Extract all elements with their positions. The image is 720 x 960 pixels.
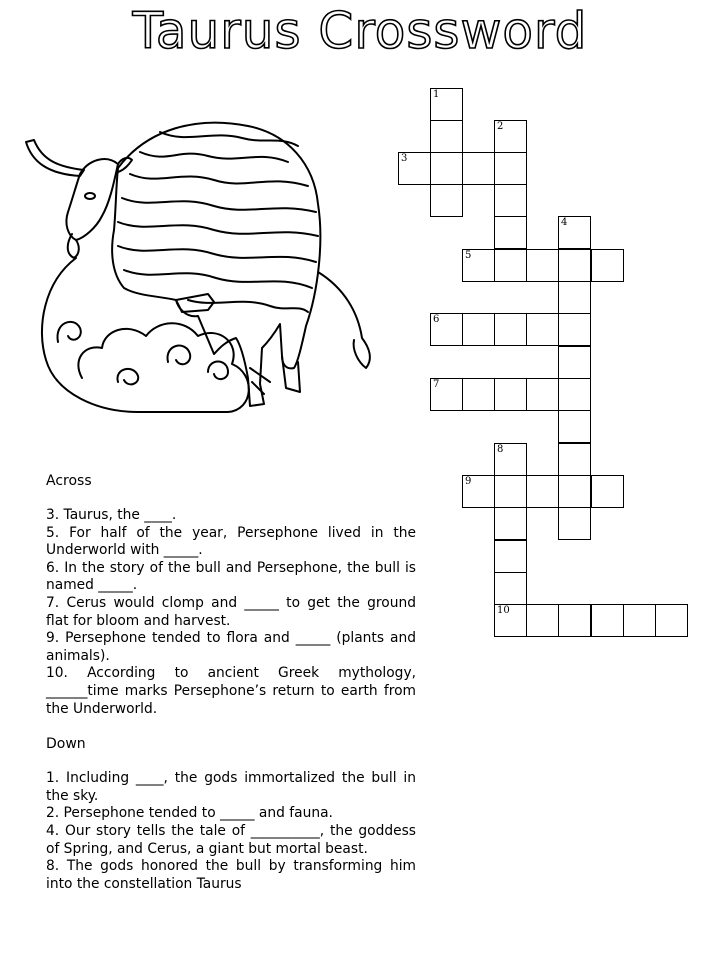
grid-cell[interactable]: [462, 475, 495, 508]
grid-cell[interactable]: [558, 443, 591, 476]
clue-number: 6: [433, 314, 440, 325]
clue-number: 1: [433, 89, 440, 100]
grid-cell[interactable]: [430, 88, 463, 121]
clue-number: 10: [497, 605, 510, 616]
across-clue-10: 10. According to ancient Greek mythology, ______time marks Persephone’s return to earth from the Underworld.: [46, 665, 416, 717]
down-clue-1: 1. Including ____, the gods immortalized the bull in the sky.: [46, 770, 416, 804]
grid-cell[interactable]: [526, 604, 559, 637]
grid-cell[interactable]: [494, 184, 527, 217]
down-heading: Down: [46, 736, 86, 753]
clue-number: 2: [497, 121, 504, 132]
grid-cell[interactable]: [526, 313, 559, 346]
grid-cell[interactable]: [430, 120, 463, 153]
across-clue-7: 7. Cerus would clomp and _____ to get the ground flat for bloom and harvest.: [46, 594, 416, 629]
across-clue-3: 3. Taurus, the ____.: [46, 507, 177, 523]
grid-cell[interactable]: [494, 152, 527, 185]
clue-number: 7: [433, 379, 440, 390]
grid-cell[interactable]: [494, 604, 527, 637]
grid-cell[interactable]: [430, 378, 463, 411]
grid-cell[interactable]: [494, 378, 527, 411]
grid-cell[interactable]: [558, 604, 591, 637]
grid-cell[interactable]: [462, 378, 495, 411]
grid-cell[interactable]: [623, 604, 656, 637]
grid-cell[interactable]: [558, 281, 591, 314]
grid-cell[interactable]: [494, 507, 527, 540]
grid-cell[interactable]: [494, 475, 527, 508]
grid-cell[interactable]: [558, 313, 591, 346]
grid-cell[interactable]: [494, 540, 527, 573]
grid-cell[interactable]: [494, 249, 527, 282]
grid-cell[interactable]: [526, 475, 559, 508]
clue-number: 5: [465, 250, 472, 261]
grid-cell[interactable]: [591, 249, 624, 282]
grid-cell[interactable]: [494, 120, 527, 153]
clue-number: 8: [497, 444, 504, 455]
grid-cell[interactable]: [462, 313, 495, 346]
grid-cell[interactable]: [591, 475, 624, 508]
grid-cell[interactable]: [430, 184, 463, 217]
grid-cell[interactable]: [494, 572, 527, 605]
down-clue-2: 2. Persephone tended to _____ and fauna.: [46, 805, 333, 822]
across-clue-5: 5. For half of the year, Persephone lived in the Underworld with _____.: [46, 524, 416, 559]
grid-cell[interactable]: [558, 507, 591, 540]
across-clue-6: 6. In the story of the bull and Persephone, the bull is named _____.: [46, 559, 416, 594]
grid-cell[interactable]: [558, 410, 591, 443]
clue-number: 4: [561, 217, 568, 228]
grid-cell[interactable]: [494, 443, 527, 476]
clues-section: [46, 472, 416, 893]
grid-cell[interactable]: [655, 604, 688, 637]
grid-cell[interactable]: [591, 604, 624, 637]
page-title: Taurus Crossword: [132, 2, 588, 60]
grid-cell[interactable]: [558, 378, 591, 411]
grid-cell[interactable]: [430, 313, 463, 346]
down-clue-4: 4. Our story tells the tale of __________, the goddess of Spring, and Cerus, a giant but mortal beast.: [46, 822, 416, 857]
grid-cell[interactable]: [526, 249, 559, 282]
down-clue-8: 8. The gods honored the bull by transforming him into the constellation Taurus: [46, 858, 416, 892]
grid-cell[interactable]: [494, 216, 527, 249]
across-heading: Across: [46, 473, 92, 489]
across-clue-9: 9. Persephone tended to flora and _____ (plants and animals).: [46, 630, 416, 664]
grid-cell[interactable]: [494, 313, 527, 346]
grid-cell[interactable]: [558, 346, 591, 379]
grid-cell[interactable]: [398, 152, 431, 185]
grid-cell[interactable]: [526, 378, 559, 411]
grid-cell[interactable]: [462, 249, 495, 282]
grid-cell[interactable]: [558, 475, 591, 508]
grid-cell[interactable]: [558, 249, 591, 282]
clue-number: 3: [401, 153, 408, 164]
grid-cell[interactable]: [462, 152, 495, 185]
grid-cell[interactable]: [430, 152, 463, 185]
clue-number: 9: [465, 476, 472, 487]
grid-cell[interactable]: [558, 216, 591, 249]
bull-illustration: [18, 112, 378, 422]
